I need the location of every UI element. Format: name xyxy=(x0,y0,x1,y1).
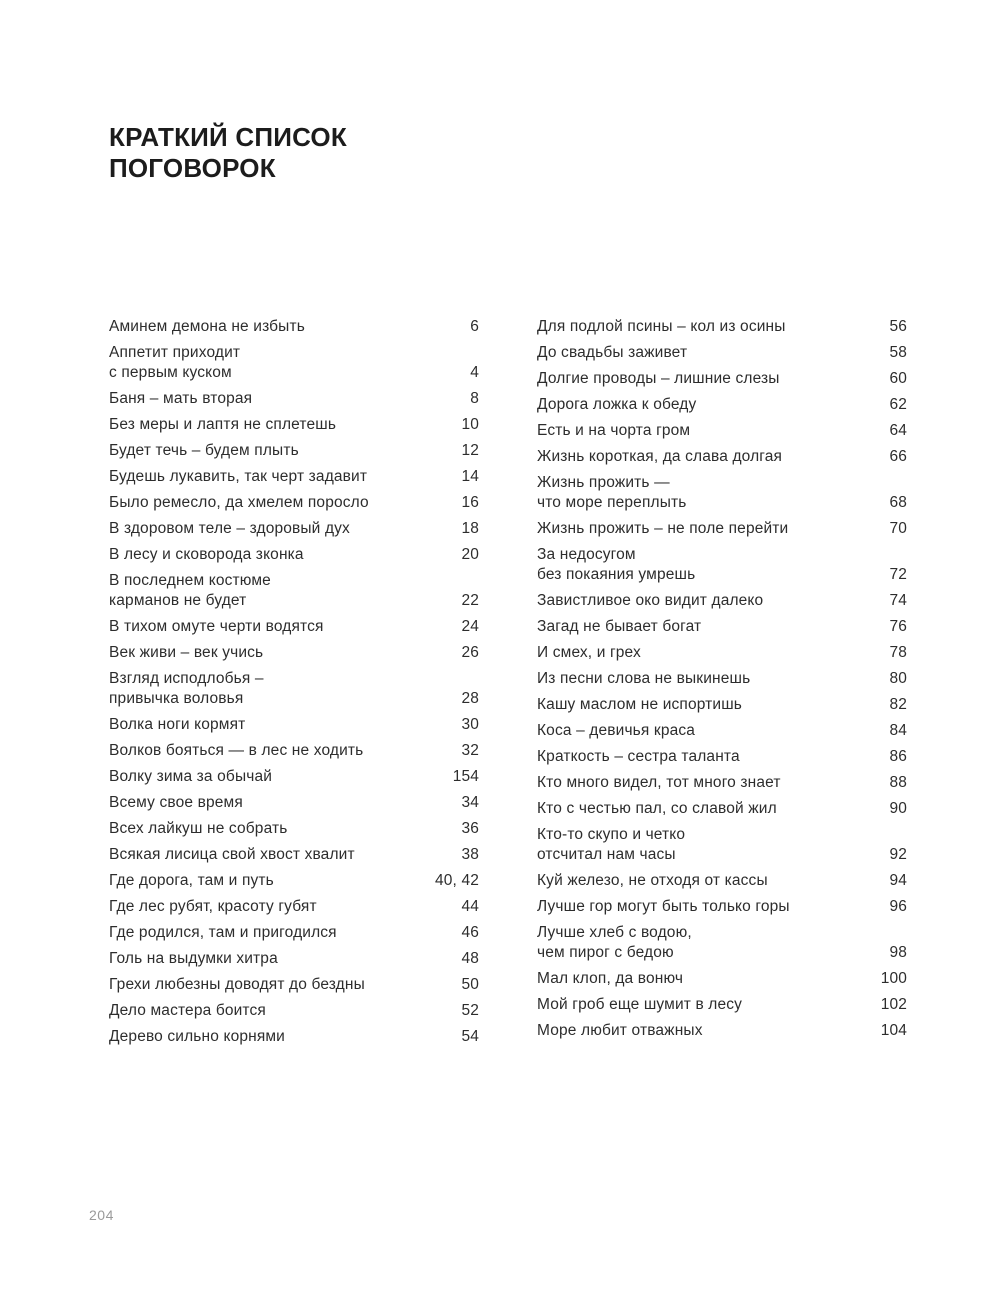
index-entry xyxy=(109,1027,479,1047)
index-entry xyxy=(537,369,907,389)
index-entry xyxy=(109,389,479,409)
index-entry xyxy=(109,343,479,383)
proverb-text: Без меры и лаптя не сплетешь xyxy=(109,416,337,433)
index-entry xyxy=(109,545,479,565)
proverb-page-number: 32 xyxy=(461,742,479,759)
proverb-page-number: 88 xyxy=(889,774,907,791)
proverb-text: Долгие проводы – лишние слезы xyxy=(537,370,780,387)
proverb-page-number: 16 xyxy=(461,494,479,511)
proverb-page-number: 64 xyxy=(889,422,907,439)
proverb-text: Кто-то скупо и четко отсчитал нам часы xyxy=(537,826,686,863)
proverb-text: Загад не бывает богат xyxy=(537,618,702,635)
index-entry xyxy=(109,741,479,761)
proverb-page-number: 28 xyxy=(461,690,479,707)
proverb-text: Аминем демона не избыть xyxy=(109,318,305,335)
proverb-text: Век живи – век учись xyxy=(109,644,264,661)
proverb-text: До свадьбы заживет xyxy=(537,344,688,361)
proverb-text: Жизнь прожить – не поле перейти xyxy=(537,520,789,537)
index-entry xyxy=(537,447,907,467)
index-entry xyxy=(109,975,479,995)
index-entry xyxy=(109,845,479,865)
index-entry xyxy=(537,695,907,715)
proverb-page-number: 86 xyxy=(889,748,907,765)
index-entry xyxy=(537,923,907,963)
proverb-page-number: 102 xyxy=(880,996,907,1013)
proverb-text: Всему свое время xyxy=(109,794,243,811)
index-entry xyxy=(109,669,479,709)
page-number: 204 xyxy=(89,1207,114,1223)
proverb-page-number: 6 xyxy=(470,318,479,335)
proverb-page-number: 22 xyxy=(461,592,479,609)
index-entry xyxy=(537,871,907,891)
index-entry xyxy=(537,591,907,611)
page-title xyxy=(109,122,347,184)
proverb-text: Где лес рубят, красоту губят xyxy=(109,898,317,915)
proverb-page-number: 52 xyxy=(461,1002,479,1019)
proverb-text: Есть и на чорта гром xyxy=(537,422,691,439)
proverb-text: Краткость – сестра таланта xyxy=(537,748,740,765)
proverb-text: Мал клоп, да вонюч xyxy=(537,970,684,987)
proverb-page-number: 80 xyxy=(889,670,907,687)
proverb-page-number: 12 xyxy=(461,442,479,459)
index-entry xyxy=(109,949,479,969)
index-entry xyxy=(109,767,479,787)
proverb-page-number: 82 xyxy=(889,696,907,713)
index-entry xyxy=(537,617,907,637)
proverb-page-number: 44 xyxy=(461,898,479,915)
proverb-page-number: 100 xyxy=(880,970,907,987)
proverb-page-number: 24 xyxy=(461,618,479,635)
proverb-text: Дорога ложка к обеду xyxy=(537,396,697,413)
proverb-page-number: 92 xyxy=(889,846,907,863)
proverb-page-number: 48 xyxy=(461,950,479,967)
proverb-text: Всякая лисица свой хвост хвалит xyxy=(109,846,355,863)
proverb-text: В лесу и сковорода зконка xyxy=(109,546,304,563)
proverb-text: Было ремесло, да хмелем поросло xyxy=(109,494,369,511)
proverb-page-number: 30 xyxy=(461,716,479,733)
proverb-page-number: 76 xyxy=(889,618,907,635)
proverb-text: Волку зима за обычай xyxy=(109,768,273,785)
proverb-text: Голь на выдумки хитра xyxy=(109,950,278,967)
index-entry xyxy=(537,473,907,513)
proverb-text: За недосугом без покаяния умрешь xyxy=(537,546,696,583)
proverb-text: Лучше гор могут быть только горы xyxy=(537,898,790,915)
proverb-page-number: 78 xyxy=(889,644,907,661)
index-column-right xyxy=(537,317,907,1047)
proverb-text: Кашу маслом не испортишь xyxy=(537,696,743,713)
proverb-text: Аппетит приходит с первым куском xyxy=(109,344,241,381)
index-entry xyxy=(537,799,907,819)
index-entry xyxy=(109,415,479,435)
index-entry xyxy=(537,1021,907,1041)
index-entry xyxy=(537,519,907,539)
index-entry xyxy=(537,643,907,663)
index-entry xyxy=(537,897,907,917)
proverb-text: Море любит отважных xyxy=(537,1022,703,1039)
index-entry xyxy=(537,343,907,363)
index-entry xyxy=(109,1001,479,1021)
proverb-text: Для подлой псины – кол из осины xyxy=(537,318,786,335)
proverb-text: Лучше хлеб с водою, чем пирог с бедою xyxy=(537,924,692,961)
proverb-text: В тихом омуте черти водятся xyxy=(109,618,324,635)
proverb-page-number: 20 xyxy=(461,546,479,563)
index-entry xyxy=(109,793,479,813)
proverb-text: Дерево сильно корнями xyxy=(109,1028,285,1045)
proverb-page-number: 10 xyxy=(461,416,479,433)
proverb-page-number: 8 xyxy=(470,390,479,407)
proverb-page-number: 40, 42 xyxy=(435,872,479,889)
proverb-page-number: 94 xyxy=(889,872,907,889)
proverb-text: Грехи любезны доводят до бездны xyxy=(109,976,365,993)
proverb-text: Мой гроб еще шумит в лесу xyxy=(537,996,743,1013)
index-entry xyxy=(109,317,479,337)
proverb-page-number: 4 xyxy=(470,364,479,381)
proverb-text: Кто много видел, тот много знает xyxy=(537,774,781,791)
index-entry xyxy=(537,545,907,585)
index-entry xyxy=(537,721,907,741)
index-entry xyxy=(109,923,479,943)
page-title-line-2: ПОГОВОРОК xyxy=(109,153,276,183)
proverb-text: Из песни слова не выкинешь xyxy=(537,670,751,687)
index-entry xyxy=(537,825,907,865)
proverb-text: Кто с честью пал, со славой жил xyxy=(537,800,777,817)
proverb-page-number: 58 xyxy=(889,344,907,361)
proverb-page-number: 18 xyxy=(461,520,479,537)
index-entry xyxy=(537,773,907,793)
proverb-page-number: 84 xyxy=(889,722,907,739)
proverb-page-number: 54 xyxy=(461,1028,479,1045)
page-title-line-1: КРАТКИЙ СПИСОК xyxy=(109,122,347,152)
index-entry xyxy=(109,715,479,735)
proverb-page-number: 26 xyxy=(461,644,479,661)
proverb-text: И смех, и грех xyxy=(537,644,641,661)
proverb-text: Будет течь – будем плыть xyxy=(109,442,299,459)
index-entry xyxy=(109,467,479,487)
proverb-text: Дело мастера боится xyxy=(109,1002,266,1019)
proverb-text: Жизнь короткая, да слава долгая xyxy=(537,448,783,465)
proverb-page-number: 68 xyxy=(889,494,907,511)
index-entry xyxy=(109,441,479,461)
proverb-page-number: 56 xyxy=(889,318,907,335)
proverb-page-number: 50 xyxy=(461,976,479,993)
proverb-text: Где дорога, там и путь xyxy=(109,872,274,889)
index-entry xyxy=(537,747,907,767)
proverb-text: Волков бояться — в лес не ходить xyxy=(109,742,364,759)
index-entry xyxy=(537,421,907,441)
index-entry xyxy=(109,643,479,663)
proverb-text: Взгляд исподлобья – привычка воловья xyxy=(109,670,264,707)
index-entry xyxy=(109,819,479,839)
proverb-text: В здоровом теле – здоровый дух xyxy=(109,520,350,537)
proverb-page-number: 74 xyxy=(889,592,907,609)
proverb-page-number: 38 xyxy=(461,846,479,863)
proverb-text: Жизнь прожить — что море переплыть xyxy=(537,474,687,511)
proverb-text: Коса – девичья краса xyxy=(537,722,696,739)
proverb-text: Будешь лукавить, так черт задавит xyxy=(109,468,368,485)
proverb-page-number: 70 xyxy=(889,520,907,537)
index-entry xyxy=(109,571,479,611)
proverb-page-number: 154 xyxy=(452,768,479,785)
proverb-page-number: 104 xyxy=(880,1022,907,1039)
proverb-page-number: 72 xyxy=(889,566,907,583)
proverb-page-number: 14 xyxy=(461,468,479,485)
proverb-text: Баня – мать вторая xyxy=(109,390,253,407)
index-entry xyxy=(537,969,907,989)
index-entry xyxy=(109,519,479,539)
proverb-page-number: 60 xyxy=(889,370,907,387)
proverb-page-number: 90 xyxy=(889,800,907,817)
index-entry xyxy=(109,493,479,513)
proverb-text: Где родился, там и пригодился xyxy=(109,924,337,941)
index-entry xyxy=(537,995,907,1015)
proverb-text: Всех лайкуш не собрать xyxy=(109,820,288,837)
proverb-page-number: 36 xyxy=(461,820,479,837)
proverb-page-number: 96 xyxy=(889,898,907,915)
index-column-left xyxy=(109,317,479,1053)
proverb-text: Куй железо, не отходя от кассы xyxy=(537,872,768,889)
index-entry xyxy=(109,617,479,637)
proverb-text: Завистливое око видит далеко xyxy=(537,592,764,609)
proverb-text: Волка ноги кормят xyxy=(109,716,246,733)
proverb-text: В последнем костюме карманов не будет xyxy=(109,572,271,609)
proverb-page-number: 62 xyxy=(889,396,907,413)
proverb-page-number: 46 xyxy=(461,924,479,941)
index-entry xyxy=(537,669,907,689)
index-entry xyxy=(537,317,907,337)
proverb-page-number: 98 xyxy=(889,944,907,961)
index-entry xyxy=(109,897,479,917)
index-entry xyxy=(109,871,479,891)
index-entry xyxy=(537,395,907,415)
proverb-page-number: 66 xyxy=(889,448,907,465)
proverb-page-number: 34 xyxy=(461,794,479,811)
